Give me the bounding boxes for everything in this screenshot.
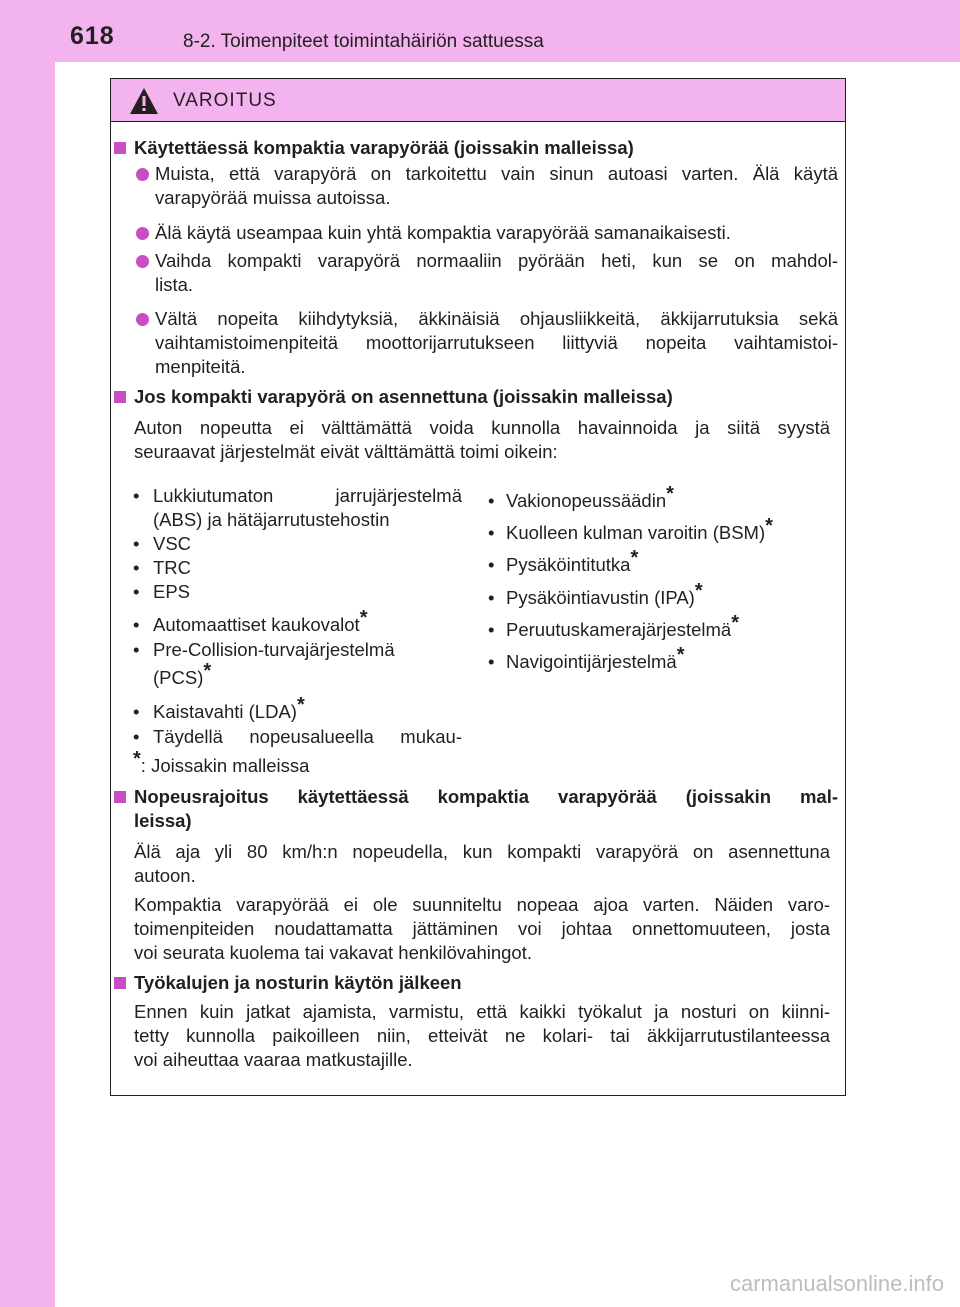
text-line: menpiteitä.: [155, 356, 246, 377]
warning-header: [111, 79, 845, 122]
list-item: (ABS) ja hätäjarrutustehostin: [153, 509, 390, 530]
text-line: Älä aja yli 80 km/h:n nopeudella, kun kompakti varapyörä on asennettuna: [134, 841, 830, 862]
text-line: voi aiheuttaa vaaraa matkustajille.: [134, 1049, 413, 1070]
text-line: voi seurata kuolema tai vakavat henkilövahingot.: [134, 942, 532, 963]
list-item: [506, 482, 674, 513]
list-bullet: •: [133, 485, 140, 506]
list-item-text: Pysäköintiavustin (IPA): [506, 587, 695, 608]
footnote-text: : Joissakin malleissa: [140, 755, 310, 776]
list-bullet: •: [488, 587, 495, 608]
text-line: Vaihda kompakti varapyörä normaaliin pyörään heti, kun se on mahdol-: [155, 250, 838, 271]
list-bullet: •: [133, 726, 140, 747]
section-heading: Käytettäessä kompaktia varapyörää (joissakin malleissa): [134, 137, 634, 158]
section-heading: leissa): [134, 810, 192, 831]
list-item-text: Automaattiset kaukovalot: [153, 614, 360, 635]
bullet-dot: [136, 168, 149, 181]
bullet-dot: [136, 227, 149, 240]
chapter-title: 8-2. Toimenpiteet toimintahäiriön sattuessa: [183, 31, 544, 52]
list-item: EPS: [153, 581, 191, 602]
list-item-text: Peruutuskamerajärjestelmä: [506, 619, 732, 640]
asterisk-mark: *: [765, 514, 773, 537]
text-line: Muista, että varapyörä on tarkoitettu vain sinun autoasi varten. Älä käytä: [155, 163, 838, 184]
list-item: Lukkiutumaton jarrujärjestelmä: [153, 485, 462, 506]
bullet-dot: [136, 255, 149, 268]
text-line: autoon.: [134, 865, 196, 886]
list-item: [506, 611, 739, 642]
text-line: toimenpiteiden noudattamatta jättäminen voi johtaa onnettomuuteen, josta: [134, 918, 830, 939]
list-item-text: Navigointijärjestelmä: [506, 651, 677, 672]
text-line: Vältä nopeita kiihdytyksiä, äkkinäisiä ohjausliikkeitä, äkkijarrutuksia sekä: [155, 308, 838, 329]
section-heading: Työkalujen ja nosturin käytön jälkeen: [134, 972, 462, 993]
text-line: seuraavat järjestelmät eivät välttämättä toimi oikein:: [134, 441, 558, 462]
list-item: VSC: [153, 533, 192, 554]
list-item-text: Vakionopeussäädin: [506, 490, 667, 511]
text-line: varapyörää muissa autoissa.: [155, 187, 391, 208]
list-item: [153, 659, 212, 690]
list-item-text: Kuolleen kulman varoitin (BSM): [506, 522, 766, 543]
warning-triangle-icon: [129, 87, 159, 115]
list-bullet: •: [488, 651, 495, 672]
section-marker: [114, 791, 126, 803]
asterisk-mark: *: [296, 693, 305, 716]
list-bullet: •: [133, 533, 140, 554]
list-bullet: •: [133, 581, 140, 602]
asterisk-mark: *: [133, 747, 141, 770]
asterisk-mark: *: [666, 482, 674, 505]
text-line: vaihtamistoimenpiteitä moottorijarrutukseen liittyviä nopeita vaihtamistoi-: [155, 332, 838, 353]
section-marker: [114, 977, 126, 989]
list-bullet: •: [488, 619, 495, 640]
asterisk-mark: *: [359, 606, 368, 629]
section-heading: Jos kompakti varapyörä on asennettuna (joissakin malleissa): [134, 386, 673, 407]
text-line: tetty kunnolla paikoilleen niin, etteivät ne kolari- tai äkkijarrutustilanteessa: [134, 1025, 830, 1046]
asterisk-mark: *: [203, 659, 212, 682]
footnote: [133, 747, 313, 778]
list-item-text: (PCS): [153, 667, 204, 688]
list-item: [506, 514, 773, 545]
list-item: Täydellä nopeusalueella mukau-: [153, 726, 462, 747]
text-line: Ennen kuin jatkat ajamista, varmistu, että kaikki työkalut ja nosturi on kiinni-: [134, 1001, 830, 1022]
text-line: Auton nopeutta ei välttämättä voida kunnolla havainnoida ja siitä syystä: [134, 417, 830, 438]
asterisk-mark: *: [694, 579, 703, 602]
header-rule: [0, 58, 960, 62]
list-item-text: Pysäköintitutka: [506, 554, 631, 575]
text-line: lista.: [155, 274, 194, 295]
section-heading: Nopeusrajoitus käytettäessä kompaktia varapyörää (joissakin mal-: [134, 786, 838, 807]
list-item: [506, 643, 685, 674]
list-item-text: Kaistavahti (LDA): [153, 701, 297, 722]
list-bullet: •: [488, 554, 495, 575]
list-item: [153, 606, 368, 637]
page-number: 618: [70, 22, 115, 50]
watermark[interactable]: carmanualsonline.info: [729, 1271, 944, 1296]
list-item: Pre-Collision-turvajärjestelmä: [153, 639, 395, 660]
text-line: Kompaktia varapyörää ei ole suunniteltu nopeaa ajoa varten. Näiden varo-: [134, 894, 830, 915]
list-bullet: •: [488, 522, 495, 543]
list-item: [506, 579, 703, 610]
asterisk-mark: *: [630, 546, 639, 569]
bullet-dot: [136, 313, 149, 326]
asterisk-mark: *: [676, 643, 685, 666]
list-bullet: •: [133, 701, 140, 722]
list-bullet: •: [488, 490, 495, 511]
warning-title: VAROITUS: [173, 90, 277, 111]
list-item: TRC: [153, 557, 192, 578]
asterisk-mark: *: [731, 611, 739, 634]
list-item: [506, 546, 639, 577]
list-item: [153, 693, 305, 724]
text-line: Älä käytä useampaa kuin yhtä kompaktia varapyörää samanaikaisesti.: [155, 222, 731, 243]
list-bullet: •: [133, 639, 140, 660]
section-marker: [114, 142, 126, 154]
section-marker: [114, 391, 126, 403]
side-tab: [0, 0, 55, 1307]
list-bullet: •: [133, 614, 140, 635]
list-bullet: •: [133, 557, 140, 578]
